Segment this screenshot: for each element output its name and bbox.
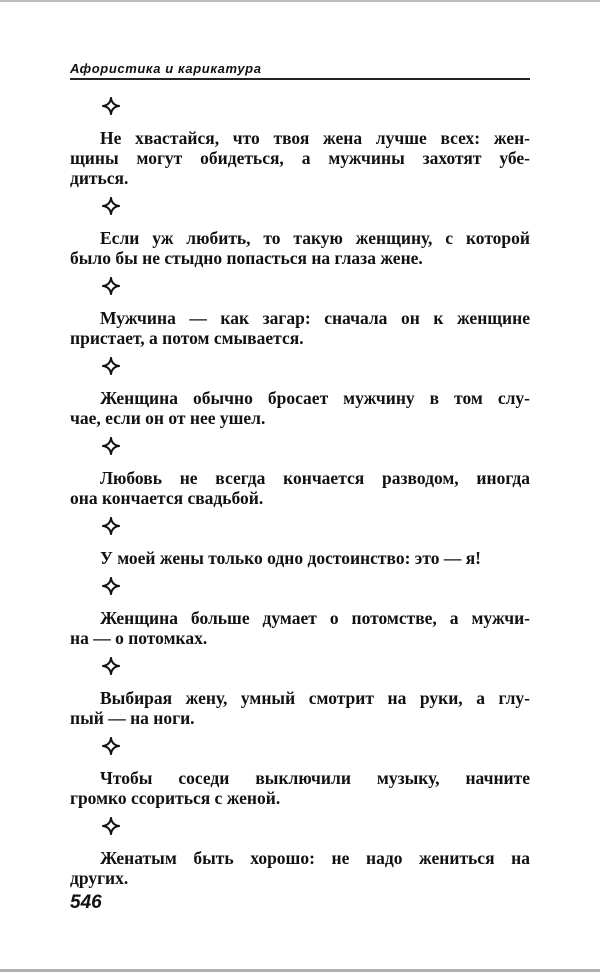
aphorism-paragraph [70,848,530,888]
diamond-star-icon [102,437,120,460]
aphorism-paragraph [70,468,530,508]
aphorism-line: Мужчина — как загар: сначала он к женщине [100,308,530,328]
diamond-star-icon [102,197,120,220]
aphorism-paragraph [70,608,530,648]
aphorism-line: щины могут обидеться, а мужчины захотят убе- [70,148,530,168]
aphorism-line: было бы не стыдно попасться на глаза жене. [70,248,423,268]
diamond-star-icon [102,657,120,680]
separator-diamond [70,268,530,308]
diamond-star-icon [102,577,120,600]
aphorism-line: Если уж любить, то такую женщину, с которой [100,228,530,248]
running-header: Афористика и карикатура [70,61,262,76]
aphorism-line: Не хвастайся, что твоя жена лучше всех: жен- [100,128,530,148]
page-number: 546 [70,892,102,913]
aphorism-line: Любовь не всегда кончается разводом, иногда [100,468,530,488]
aphorism-paragraph [70,548,530,568]
diamond-star-icon [102,737,120,760]
separator-diamond [70,508,530,548]
separator-diamond [70,648,530,688]
separator-diamond [70,808,530,848]
aphorism-paragraph [70,388,530,428]
diamond-star-icon [102,277,120,300]
aphorism-paragraph [70,228,530,268]
aphorism-line: чае, если он от нее ушел. [70,408,266,428]
header-rule [70,78,530,80]
separator-diamond [70,188,530,228]
separator-diamond [70,88,530,128]
separator-diamond [70,348,530,388]
aphorism-paragraph [70,688,530,728]
aphorism-line: Женатым быть хорошо: не надо жениться на [100,848,530,868]
aphorism-line: У моей жены только одно достоинство: это — я! [100,548,481,568]
aphorism-paragraph [70,128,530,188]
diamond-star-icon [102,357,120,380]
aphorism-line: Женщина больше думает о потомстве, а мужчи- [100,608,530,628]
aphorism-paragraph [70,308,530,348]
separator-diamond [70,568,530,608]
aphorism-line: на — о потомках. [70,628,208,648]
aphorism-line: диться. [70,168,129,188]
aphorism-line: других. [70,868,129,888]
aphorism-line: Женщина обычно бросает мужчину в том слу- [100,388,530,408]
diamond-star-icon [102,817,120,840]
scan-top-edge [0,0,600,2]
separator-diamond [70,728,530,768]
diamond-star-icon [102,517,120,540]
separator-diamond [70,428,530,468]
aphorism-line: Выбирая жену, умный смотрит на руки, а глу- [100,688,530,708]
diamond-star-icon [102,97,120,120]
aphorism-line: пристает, а потом смывается. [70,328,304,348]
aphorism-paragraph [70,768,530,808]
aphorism-line: пый — на ноги. [70,708,195,728]
aphorism-line: Чтобы соседи выключили музыку, начните [100,768,530,788]
aphorism-line: громко ссориться с женой. [70,788,281,808]
aphorism-list [70,88,530,888]
aphorism-line: она кончается свадьбой. [70,488,264,508]
